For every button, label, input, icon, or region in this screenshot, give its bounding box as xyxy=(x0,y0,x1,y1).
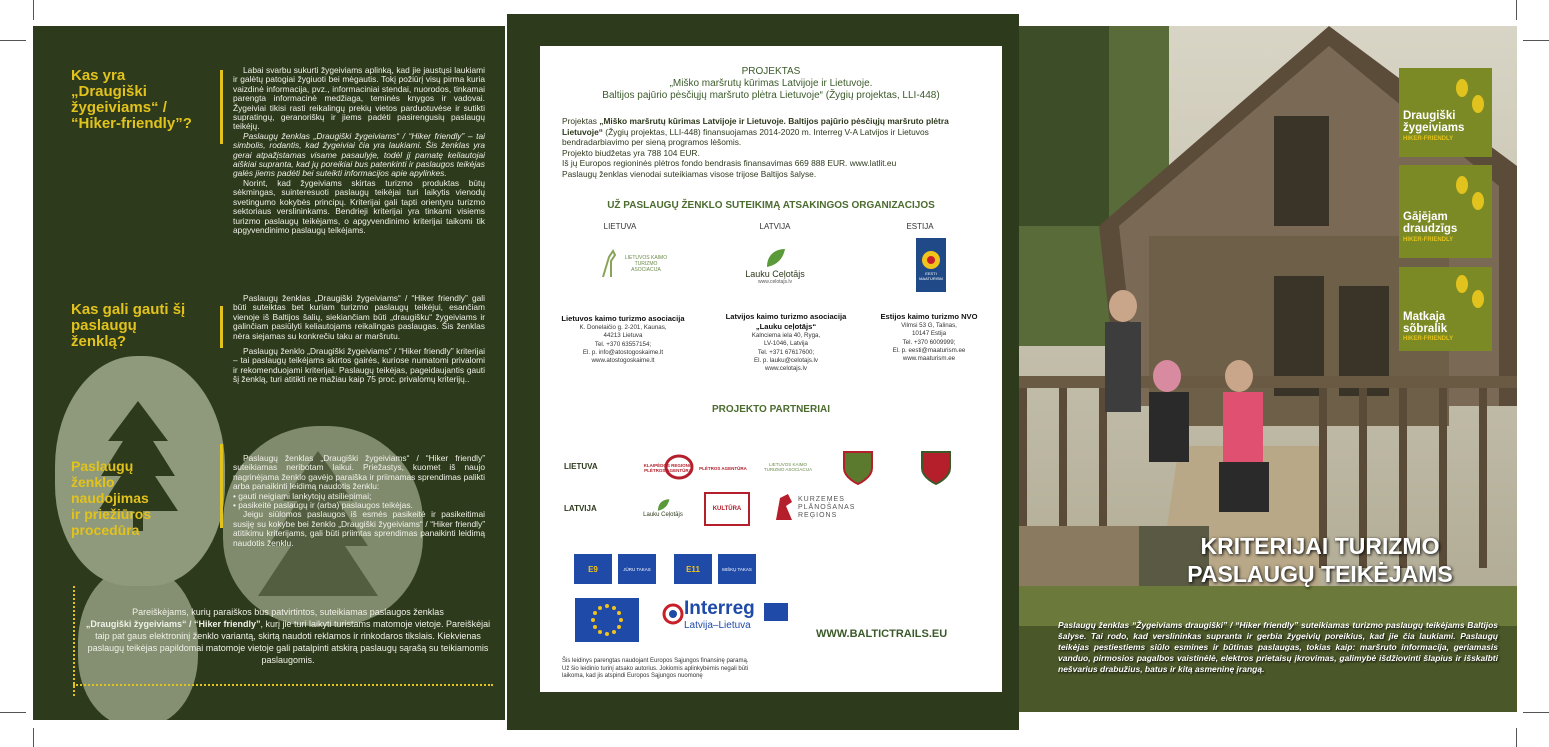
logo-text: Lauku Ceļotājs xyxy=(643,512,683,518)
interreg-swirl-icon xyxy=(662,603,684,625)
crop-mark xyxy=(0,712,26,713)
crop-mark xyxy=(33,728,34,747)
heading-who-can xyxy=(71,302,185,350)
desc-strong: „Miško maršrutų kūrimas Latvijoje ir Lietuvoje. Baltijos pajūrio pėsčiųjų maršruto plėtra Lietuvoje“ xyxy=(562,116,949,137)
paragraph: Paslaugų ženklas „Draugiški žygeiviams“ / “Hiker friendly” suteikiamas neribotam laikui. Priežastys, kuomet iš naujo nagrinėjama ženklo gavėjo paraiška ir priimamas sprendimas palikti arba panaikinti leidimą naudotis ženklu: xyxy=(233,453,485,492)
paragraph: Paslaugų ženklo „Draugiški žygeiviams“ / “Hiker friendly” kriterijai – tai paslaugų teikėjams skirtos gairės, kuriose numatomi privalomi ir rekomenduojami kriterijai. Paslaugų teikėjas, pageidaujantis gauti šį ženklą, turi atitikti ne mažiau kaip 75 proc. privalomų kriterijų.. xyxy=(233,346,485,385)
eesti-maaturism-logo xyxy=(916,238,946,292)
paragraph: Paslaugų ženklas „Draugiški žygeiviams“ / “Hiker friendly” gali būti suteiktas bet kuriam turizmo paslaugų teikėjui, esančiam vienoje iš Baltijos šalių, siekiančiam būti „draugišku“ žygeiviams ir galinčiam pasiūlyti keliautojams reikalingas paslaugas. Šis ženklas nėra siejamas su konkrečiu taku ar maršrutu. xyxy=(233,293,485,341)
crop-mark xyxy=(1516,728,1517,747)
footprints-icon xyxy=(1451,173,1489,217)
badge-title: Matkaja xyxy=(1403,311,1446,323)
partners-heading: PROJEKTO PARTNERIAI xyxy=(712,404,830,415)
logo-text: EESTI MAATURISM xyxy=(919,271,943,281)
paragraph: Norint, kad žygeiviams skirtas turizmo produktas būtų sėkmingas, suinteresuoti paslaugų teikėjai turi laikytis vienodų svetingumo kokybės principų. Kriterijai gali tapti orientyru turizmo sektoriaus verslininkams. Bendrieji kriterijai yra tinkami visiems turizmo paslaugų teikėjams, o apgyvendinimo kriterijai taikomi tik apgyvendinimo paslaugų teikėjams. xyxy=(233,177,485,235)
crop-mark xyxy=(0,40,26,41)
heading-line: paslaugų xyxy=(71,317,137,334)
org-name: Latvijos kaimo turizmo asociacija xyxy=(725,312,847,321)
logo-text: KLAIPĖDOS REGIONO PLĖTROS AGENTŪRA xyxy=(643,463,693,473)
heading-line: Kas gali gauti šį xyxy=(71,301,186,318)
org-line: El. p. eesti@maaturism.ee xyxy=(892,346,966,354)
accent-bar xyxy=(220,306,223,348)
org-line: 10147 Estija xyxy=(911,330,947,338)
interreg-logo-text: Interreg xyxy=(684,598,755,619)
heading-line: žygeiviams“ / xyxy=(71,99,167,116)
badge-subtitle: HIKER-FRIENDLY xyxy=(1403,237,1454,243)
org-line: El. p. lauku@celotajs.lv xyxy=(753,356,819,364)
lkta-logo xyxy=(595,242,675,286)
cover-title xyxy=(1150,532,1490,588)
coat-of-arms-icon xyxy=(918,448,954,486)
logo-text: Lauku Ceļotājs xyxy=(745,269,805,279)
heading-line: „Draugiški xyxy=(71,83,147,100)
heading-line: Kas yra xyxy=(71,67,126,84)
badge-subtitle: HIKER-FRIENDLY xyxy=(1403,136,1454,142)
crop-mark xyxy=(1516,0,1517,20)
cover-description: Paslaugų ženklas “Žygeiviams draugiški” / “Hiker friendly” suteikiamas turizmo paslaugų teikėjams Baltijos šalyse. Tai rodo, kad verslininkas supranta ir gerbia žygeivių poreikius, kad jie čia laukiami. Paslaugų teikėjas pestiestiems siūlo esmines ir būtinas paslaugas, tokias kaip: maršruto informacija, geriamasis vanduo, pirmosios pagalbos vaistinėlė, elektros prietaisų įkrovimas, galimybė išdžiovinti šlapius ir išskalbti nešvarius drabužius, batus ir kitą asmeninę įrangą. xyxy=(1058,620,1498,674)
org-line: K. Donelaičio g. 2-201, Kaunas, xyxy=(579,324,667,331)
section-what-is-text xyxy=(233,66,485,235)
e9-logo: E9 xyxy=(574,554,612,584)
paragraph: Jeigu siūlomos paslaugos iš esmės pasikeitė ir pasikeitimai susiję su kokybe bei ženklo „Draugiški žygeiviams“ / “Hiker friendly” atitikimu kriterijams, gali būti priimtas sprendimas panaikinti leidimą naudotis ženklu. xyxy=(233,509,485,548)
country-label: ESTIJA xyxy=(906,222,934,231)
crop-mark xyxy=(1523,40,1549,41)
middle-page xyxy=(540,46,1002,692)
bullet: • pasikeitė paslaugų ir (arba) paslaugos teikėjas. xyxy=(233,500,413,511)
heading-line: procedūra xyxy=(71,522,140,538)
logo-url: www.celotajs.lv xyxy=(758,279,792,285)
heading-line: ženklo xyxy=(71,474,115,490)
leaf-icon xyxy=(763,247,787,269)
flower-icon xyxy=(920,249,942,271)
heading-usage xyxy=(71,458,151,538)
badge-title: draudzīgs xyxy=(1403,223,1458,235)
kurzeme-logo-text: KURZEMES PLĀNOŠANAS REĢIONS xyxy=(798,496,856,519)
stork-icon xyxy=(599,247,621,281)
badge-subtitle: HIKER-FRIENDLY xyxy=(1403,336,1454,342)
agency-logo: PLĖTROS AGENTŪRA xyxy=(699,465,747,471)
disclaimer-line: Šis leidinys parengtas naudojant Europos Sąjungos finansinę paramą. xyxy=(562,658,749,664)
badge-title: Draugiški xyxy=(1403,110,1456,122)
note-text: , kurį jie turi laikyti turistams matomoje vietoje. Pareiškėjai taip pat gaus elektroninį ženklo variantą, skirtą naudoti reklamos ir rinkodaros tikslais. Kiekvienas paslaugų teikėjas papildomai matomoje vietoje gali patalpinti atskirą paslaugų sąrašą su teikiamomis paslaugomis. xyxy=(87,619,491,665)
badge-latvian xyxy=(1399,165,1492,258)
org-line: www.celotajs.lv xyxy=(765,365,807,373)
eu-stars-icon xyxy=(589,602,625,638)
country-label: LATVIJA xyxy=(759,222,791,231)
badge-lithuanian xyxy=(1399,68,1492,157)
forest-trail-logo: MIŠKŲ TAKAS xyxy=(718,554,756,584)
heading-line: naudojimas xyxy=(71,490,149,506)
accent-bar xyxy=(220,70,223,144)
lauku-celotajs-logo xyxy=(730,240,820,292)
cover-title-line: KRITERIJAI TURIZMO xyxy=(1200,533,1440,559)
heading-line: ženklą? xyxy=(71,333,127,350)
kultura-logo: KULTŪRA xyxy=(704,492,750,526)
org-line: Tel. +370 6009999; xyxy=(902,338,956,346)
disclaimer-line: laikoma, kad jis atspindi Europos Sąjungos nuomonę xyxy=(562,673,703,679)
lkta-partner-logo xyxy=(760,452,816,482)
eu-mini-flag xyxy=(764,603,788,621)
org-line: El. p. info@atostogoskaime.lt xyxy=(582,348,664,356)
project-subtitle: Baltijos pajūrio pėsčiųjų maršruto plėtra Lietuvoje“ (Žygių projektas, LLI-448) xyxy=(602,90,940,101)
project-subtitle: „Miško maršrutų kūrimas Latvijoje ir Lietuvoje. xyxy=(669,78,873,89)
logo-text: LIETUVOS KAIMO TURIZMO ASOCIACIJA xyxy=(624,255,668,273)
org-line: Vilmsi 53 G, Talinas, xyxy=(901,322,957,329)
lion-icon xyxy=(772,492,796,524)
dotted-line xyxy=(73,586,75,696)
org-name: Estijos kaimo turizmo NVO xyxy=(880,312,978,321)
heading-line: ir priežiūros xyxy=(71,506,152,522)
section-who-can-text xyxy=(233,294,485,385)
org-line: Tel. +371 67617600; xyxy=(757,348,815,356)
heading-what-is xyxy=(71,68,192,132)
country-label: LIETUVA xyxy=(603,222,637,231)
org-line: www.atostogoskaime.lt xyxy=(591,357,655,365)
desc-text: (Žygių projektas, LLI-448) finansuojamas 2014-2020 m. Interreg V-A Latvijos ir Lietuvos bendradarbiavimo per sieną programos lėšomis. xyxy=(562,126,929,148)
badge-title: sõbralik xyxy=(1403,323,1448,335)
org-ee-info xyxy=(862,312,996,363)
org-lt-info xyxy=(548,314,698,365)
note-text: Pareiškėjams, kurių paraiškos bus patvirtintos, suteikiamas paslaugos ženklas xyxy=(132,607,444,617)
e11-logo: E11 xyxy=(674,554,712,584)
sea-trail-logo: JŪRU TAKAS xyxy=(618,554,656,584)
website-link[interactable]: WWW.BALTICTRAILS.EU xyxy=(816,628,948,640)
desc-text: Projektas xyxy=(562,116,600,126)
org-lv-info xyxy=(706,312,866,373)
swirl-icon xyxy=(664,454,694,480)
org-line: LV-1046, Latvija xyxy=(764,340,808,348)
organizations-heading: UŽ PASLAUGŲ ŽENKLO SUTEIKIMĄ ATSAKINGOS ORGANIZACIJOS xyxy=(607,200,935,211)
dotted-line xyxy=(73,684,493,686)
org-name: Lietuvos kaimo turizmo asociacija xyxy=(561,314,685,323)
badge-title: Gājējam xyxy=(1403,211,1448,223)
footprints-icon xyxy=(1451,273,1489,313)
interreg-subtitle: Latvija–Lietuva xyxy=(684,620,751,631)
coat-of-arms-icon xyxy=(840,448,876,486)
project-heading xyxy=(540,66,1002,102)
paragraph: Paslaugų ženklas „Draugiški žygeiviams“ / “Hiker friendly” – tai simbolis, rodantis, kad žygeiviai čia yra laukiami. Šis ženklas yra gerai atpažįstamas visame pasaulyje, todėl jį pamatę keliautojai aiškiai supranta, kad jų poreikiai bus patenkinti ir paslaugos teikėjas galės jiems padėti bei suteikti informacijos apie apylinkes. xyxy=(233,130,485,179)
accent-bar xyxy=(220,444,223,528)
applicants-note xyxy=(83,606,493,666)
leaf-icon xyxy=(655,498,671,512)
crop-mark xyxy=(33,0,34,20)
badge-estonian xyxy=(1399,267,1492,351)
badge-title: žygeiviams xyxy=(1403,122,1465,134)
org-name: „Lauku ceļotājs“ xyxy=(755,322,817,331)
logo-text: LIETUVOS KAIMO TURIZMO ASOCIACIJA xyxy=(763,462,813,472)
note-strong: „Draugiški žygeiviams“ / “Hiker friendly” xyxy=(85,619,261,629)
project-title: PROJEKTAS xyxy=(741,66,801,77)
org-line: Tel. +370 63557154; xyxy=(594,340,652,348)
partners-row-label: LATVIJA xyxy=(564,504,597,513)
partners-row-label: LIETUVA xyxy=(564,462,598,471)
desc-text: Paslaugų ženklas vienodai suteikiamas visose trijose Baltijos šalyse. xyxy=(562,168,817,179)
crop-mark xyxy=(1523,712,1549,713)
disclaimer-line: Už šio leidinio turinį atsako autorius. Jokiomis aplinkybėmis negali būti xyxy=(562,665,749,672)
desc-text: Iš jų Europos regioninės plėtros fondo bendrasis finansavimas 669 888 EUR. www.latlit.eu xyxy=(562,158,897,169)
paragraph: Labai svarbu sukurti žygeiviams aplinką, kad jie jaustųsi laukiami ir galėtų patogiai žygiuoti bei mėgautis. Tokį požiūrį visų pirma kuria vaizdinė informacija, pvz., informaciniai stendai, nuorodos, tinkamai parengta informacinė medžiaga, teminės knygos ir vadovai. Žygeiviai tikisi rasti reikalingų prekių vietos parduotuvėse ir sutikti supratingų, geranoriškų ir jiems padėti pasirengusių paslaugų teikėjų. xyxy=(233,65,485,132)
section-usage-text xyxy=(233,454,485,548)
eu-disclaimer xyxy=(562,658,822,681)
lauku-celotajs-partner-logo xyxy=(630,492,696,524)
left-panel xyxy=(33,26,505,720)
heading-line: “Hiker-friendly”? xyxy=(71,115,192,132)
footprints-icon xyxy=(1451,76,1489,120)
cover-title-line: PASLAUGŲ TEIKĖJAMS xyxy=(1187,561,1453,587)
org-line: www.maaturism.ee xyxy=(902,355,956,363)
bullet: • gauti neigiami lankytojų atsiliepimai; xyxy=(233,490,372,501)
org-line: Kalnciema iela 40, Ryga, xyxy=(751,332,821,339)
eu-flag xyxy=(575,598,639,642)
org-line: 44213 Lietuva xyxy=(603,332,643,340)
heading-line: Paslaugų xyxy=(71,458,134,474)
desc-text: Projekto biudžetas yra 788 104 EUR. xyxy=(562,147,700,158)
project-description xyxy=(562,116,986,180)
